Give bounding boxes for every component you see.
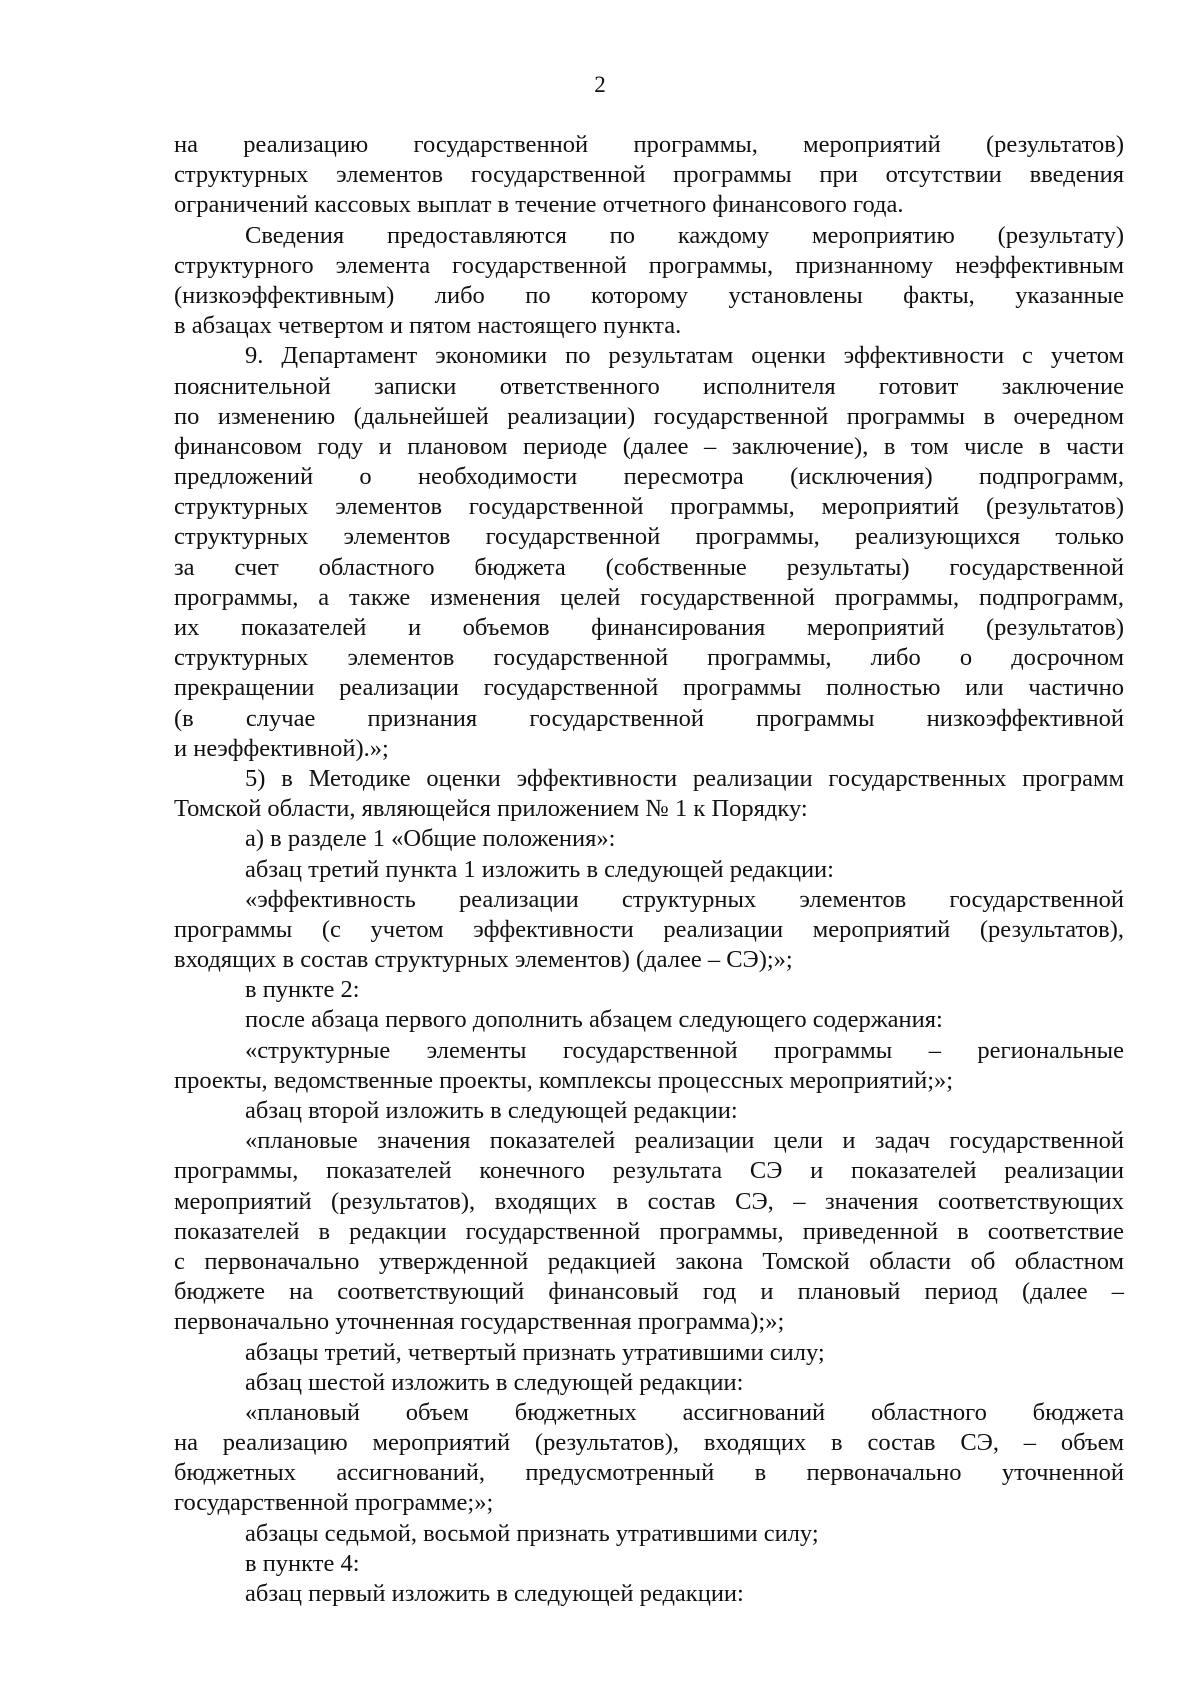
text-line: а) в разделе 1 «Общие положения»: (245, 825, 616, 853)
text-line: программы (с учетом эффективности реализации мероприятий (результатов), (174, 915, 1124, 943)
text-line: предложений о необходимости пересмотра (исключения) подпрограмм, (174, 463, 1124, 491)
text-line: «эффективность реализации структурных элементов государственной (245, 885, 1124, 913)
text-line: «плановый объем бюджетных ассигнований областного бюджета (245, 1398, 1124, 1426)
text-line: в абзацах четвертом и пятом настоящего пункта. (174, 312, 682, 340)
text-line: Сведения предоставляются по каждому мероприятию (результату) (245, 221, 1124, 249)
text-line: пояснительной записки ответственного исполнителя готовит заключение (174, 372, 1124, 400)
text-line: прекращении реализации государственной программы полностью или частично (174, 674, 1124, 702)
text-line: на реализацию мероприятий (результатов), входящих в состав СЭ, – объем (174, 1429, 1124, 1457)
text-line: «структурные элементы государственной программы – региональные (245, 1036, 1124, 1064)
text-line: структурных элементов государственной программы при отсутствии введения (174, 161, 1124, 189)
text-line: в пункте 4: (245, 1549, 360, 1577)
text-line: за счет областного бюджета (собственные результаты) государственной (174, 553, 1124, 581)
text-line: с первоначально утвержденной редакцией закона Томской области об областном (174, 1247, 1124, 1275)
text-line: абзац третий пункта 1 изложить в следующей редакции: (245, 855, 834, 883)
text-line: абзац первый изложить в следующей редакции: (245, 1580, 744, 1607)
text-line: программы, показателей конечного результата СЭ и показателей реализации (174, 1157, 1124, 1185)
text-line: абзац второй изложить в следующей редакции: (245, 1097, 738, 1124)
text-line: и неэффективной).»; (174, 734, 389, 762)
text-line: на реализацию государственной программы, мероприятий (результатов) (174, 131, 1124, 158)
text-line: финансовом году и плановом периоде (далее – заключение), в том числе в части (174, 432, 1124, 460)
text-line: проекты, ведомственные проекты, комплексы процессных мероприятий;»; (174, 1066, 954, 1094)
text-line: бюджете на соответствующий финансовый год и плановый период (далее – (174, 1278, 1124, 1306)
text-line: «плановые значения показателей реализации цели и задач государственной (245, 1127, 1124, 1155)
text-line: программы, а также изменения целей государственной программы, подпрограмм, (174, 583, 1124, 611)
text-line: абзацы третий, четвертый признать утратившими силу; (245, 1338, 825, 1366)
text-line: показателей в редакции государственной программы, приведенной в соответствие (174, 1217, 1124, 1245)
text-line: структурных элементов государственной программы, реализующихся только (174, 523, 1124, 551)
text-line: 5) в Методике оценки эффективности реализации государственных программ (245, 764, 1124, 792)
document-body (174, 130, 1124, 1609)
text-line: государственной программе;»; (174, 1489, 494, 1517)
text-line: их показателей и объемов финансирования мероприятий (результатов) (174, 614, 1124, 641)
text-line: после абзаца первого дополнить абзацем следующего содержания: (245, 1006, 943, 1034)
text-line: ограничений кассовых выплат в течение отчетного финансового года. (174, 191, 904, 219)
page-number: 2 (594, 72, 606, 97)
text-line: структурных элементов государственной программы, мероприятий (результатов) (174, 493, 1124, 521)
text-line: абзац шестой изложить в следующей редакции: (245, 1368, 744, 1396)
text-line: бюджетных ассигнований, предусмотренный в первоначально уточненной (174, 1459, 1124, 1487)
text-line: абзацы седьмой, восьмой признать утратившими силу; (245, 1519, 819, 1547)
text-line: первоначально уточненная государственная программа);»; (174, 1308, 785, 1336)
text-line: структурного элемента государственной программы, признанному неэффективным (174, 251, 1124, 279)
text-line: Томской области, являющейся приложением № 1 к Порядку: (174, 795, 808, 823)
text-line: (в случае признания государственной программы низкоэффективной (174, 704, 1124, 732)
text-line: мероприятий (результатов), входящих в состав СЭ, – значения соответствующих (174, 1187, 1124, 1215)
text-line: в пункте 2: (245, 976, 360, 1004)
text-line: (низкоэффективным) либо по которому установлены факты, указанные (174, 281, 1124, 309)
text-line: структурных элементов государственной программы, либо о досрочном (174, 644, 1124, 672)
text-line: 9. Департамент экономики по результатам оценки эффективности с учетом (245, 342, 1124, 370)
text-line: по изменению (дальнейшей реализации) государственной программы в очередном (174, 402, 1124, 430)
text-line: входящих в состав структурных элементов) (далее – СЭ);»; (174, 946, 793, 974)
